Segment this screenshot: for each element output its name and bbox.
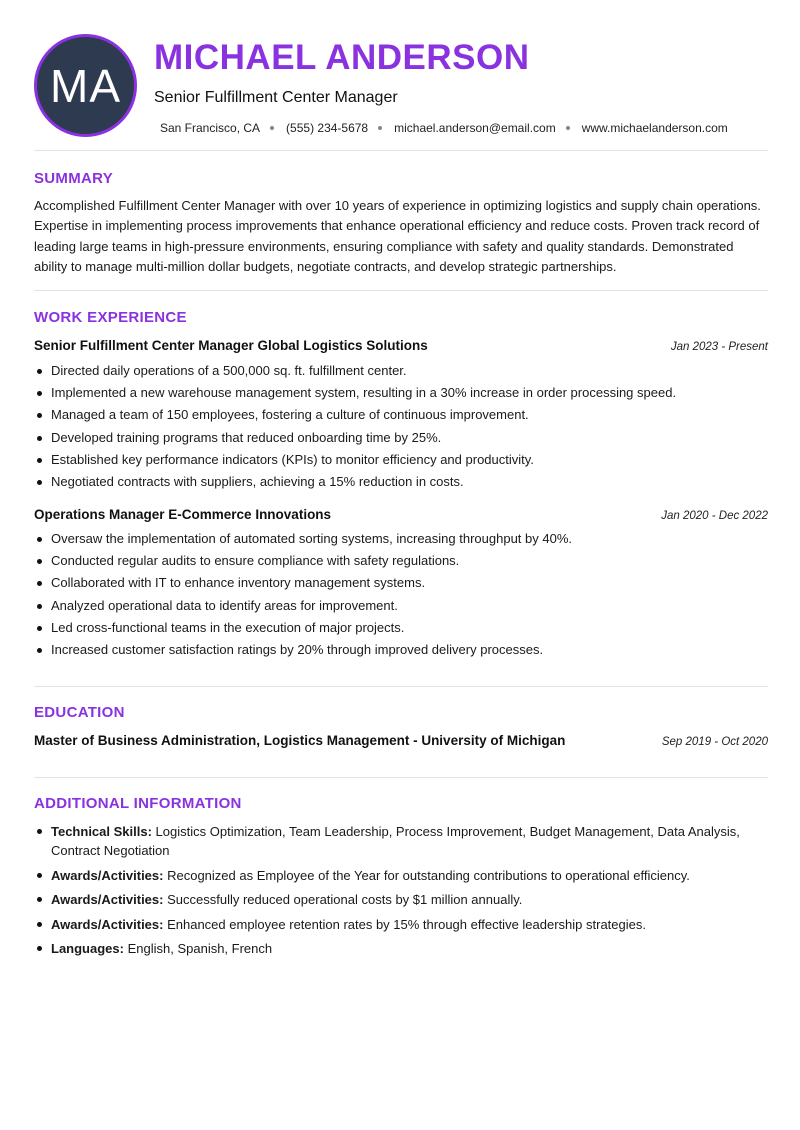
phone-text: (555) 234-5678: [286, 121, 369, 135]
education-row: [34, 733, 768, 748]
list-item: [34, 915, 768, 934]
divider: [34, 290, 768, 291]
list-item: [34, 939, 768, 958]
degree: Master of Business Administration, Logistics Management - University of Michigan: [34, 733, 566, 748]
email-text: michael.anderson@email.com: [394, 121, 556, 135]
list-item: Led cross-functional teams in the execution of major projects.: [34, 619, 768, 641]
item-text: Logistics Optimization, Team Leadership, Process Improvement, Budget Management, Data Analysis, Contract Negotiation: [51, 824, 740, 858]
item-label: Technical Skills:: [51, 824, 152, 839]
list-item: Collaborated with IT to enhance inventory management systems.: [34, 574, 768, 596]
additional-list: [34, 822, 768, 964]
contact-phone: [286, 121, 394, 135]
list-item: [34, 866, 768, 885]
list-item: Developed training programs that reduced onboarding time by 25%.: [34, 429, 768, 451]
divider: [34, 777, 768, 778]
separator-dot: [378, 126, 382, 130]
list-item: Established key performance indicators (KPIs) to monitor efficiency and productivity.: [34, 451, 768, 473]
job-date: Jan 2020 - Dec 2022: [661, 510, 768, 522]
item-text: Enhanced employee retention rates by 15% through effective leadership strategies.: [167, 916, 646, 932]
job-bullets: [34, 530, 768, 663]
divider: [34, 150, 768, 151]
job-header: [34, 507, 768, 522]
contact-website: [582, 121, 728, 135]
experience-heading: WORK EXPERIENCE: [34, 309, 187, 326]
location-text: San Francisco, CA: [160, 121, 261, 135]
list-item: Implemented a new warehouse management system, resulting in a 30% increase in order processing speed.: [34, 384, 768, 406]
job-title: Senior Fulfillment Center Manager Global Logistics Solutions: [34, 338, 428, 353]
item-label: Languages:: [51, 941, 124, 956]
website-text: www.michaelanderson.com: [581, 121, 728, 135]
resume-header: [34, 34, 768, 138]
separator-dot: [566, 126, 570, 130]
job-header: [34, 338, 768, 353]
candidate-title: Senior Fulfillment Center Manager: [154, 89, 398, 106]
contact-location: [160, 121, 286, 135]
summary-text: Accomplished Fulfillment Center Manager with over 10 years of experience in optimizing logistics and supply chain operations. Expertise in implementing process improvements that enhance operational efficiency and reduce costs. Proven track record of leading large teams in high-pressure environments, ensuring compliance with safety and quality standards. Demonstrated ability to manage multi-million dollar budgets, negotiate contracts, and develop strategic partnerships.: [34, 198, 761, 274]
job-date: Jan 2023 - Present: [670, 341, 768, 353]
list-item: Increased customer satisfaction ratings by 20% through improved delivery processes.: [34, 641, 768, 663]
divider: [34, 686, 768, 687]
summary-heading: SUMMARY: [34, 170, 114, 187]
list-item: Conducted regular audits to ensure compliance with safety regulations.: [34, 552, 768, 574]
item-label: Awards/Activities:: [51, 867, 164, 883]
item-label: Awards/Activities:: [51, 892, 164, 907]
education-heading: EDUCATION: [34, 704, 125, 721]
item-text: Successfully reduced operational costs by $1 million annually.: [167, 892, 523, 907]
item-text: Recognized as Employee of the Year for outstanding contributions to operational efficiency.: [167, 867, 690, 883]
job-title: Operations Manager E-Commerce Innovations: [34, 507, 332, 522]
list-item: Directed daily operations of a 500,000 sq. ft. fulfillment center.: [34, 362, 768, 384]
separator-dot: [270, 126, 274, 130]
contact-line: [160, 121, 728, 135]
additional-heading: ADDITIONAL INFORMATION: [34, 795, 242, 812]
contact-email: [394, 121, 582, 135]
list-item: Analyzed operational data to identify areas for improvement.: [34, 597, 768, 619]
education-date: Sep 2019 - Oct 2020: [661, 736, 768, 748]
list-item: Oversaw the implementation of automated sorting systems, increasing throughput by 40%.: [34, 530, 768, 552]
list-item: Managed a team of 150 employees, fostering a culture of continuous improvement.: [34, 406, 768, 428]
candidate-name: MICHAEL ANDERSON: [154, 38, 530, 77]
item-text: English, Spanish, French: [127, 941, 273, 956]
list-item: Negotiated contracts with suppliers, achieving a 15% reduction in costs.: [34, 473, 768, 495]
avatar: MA: [34, 34, 137, 137]
list-item: [34, 822, 768, 860]
job-bullets: [34, 362, 768, 495]
item-label: Awards/Activities:: [51, 916, 164, 932]
list-item: [34, 890, 768, 909]
